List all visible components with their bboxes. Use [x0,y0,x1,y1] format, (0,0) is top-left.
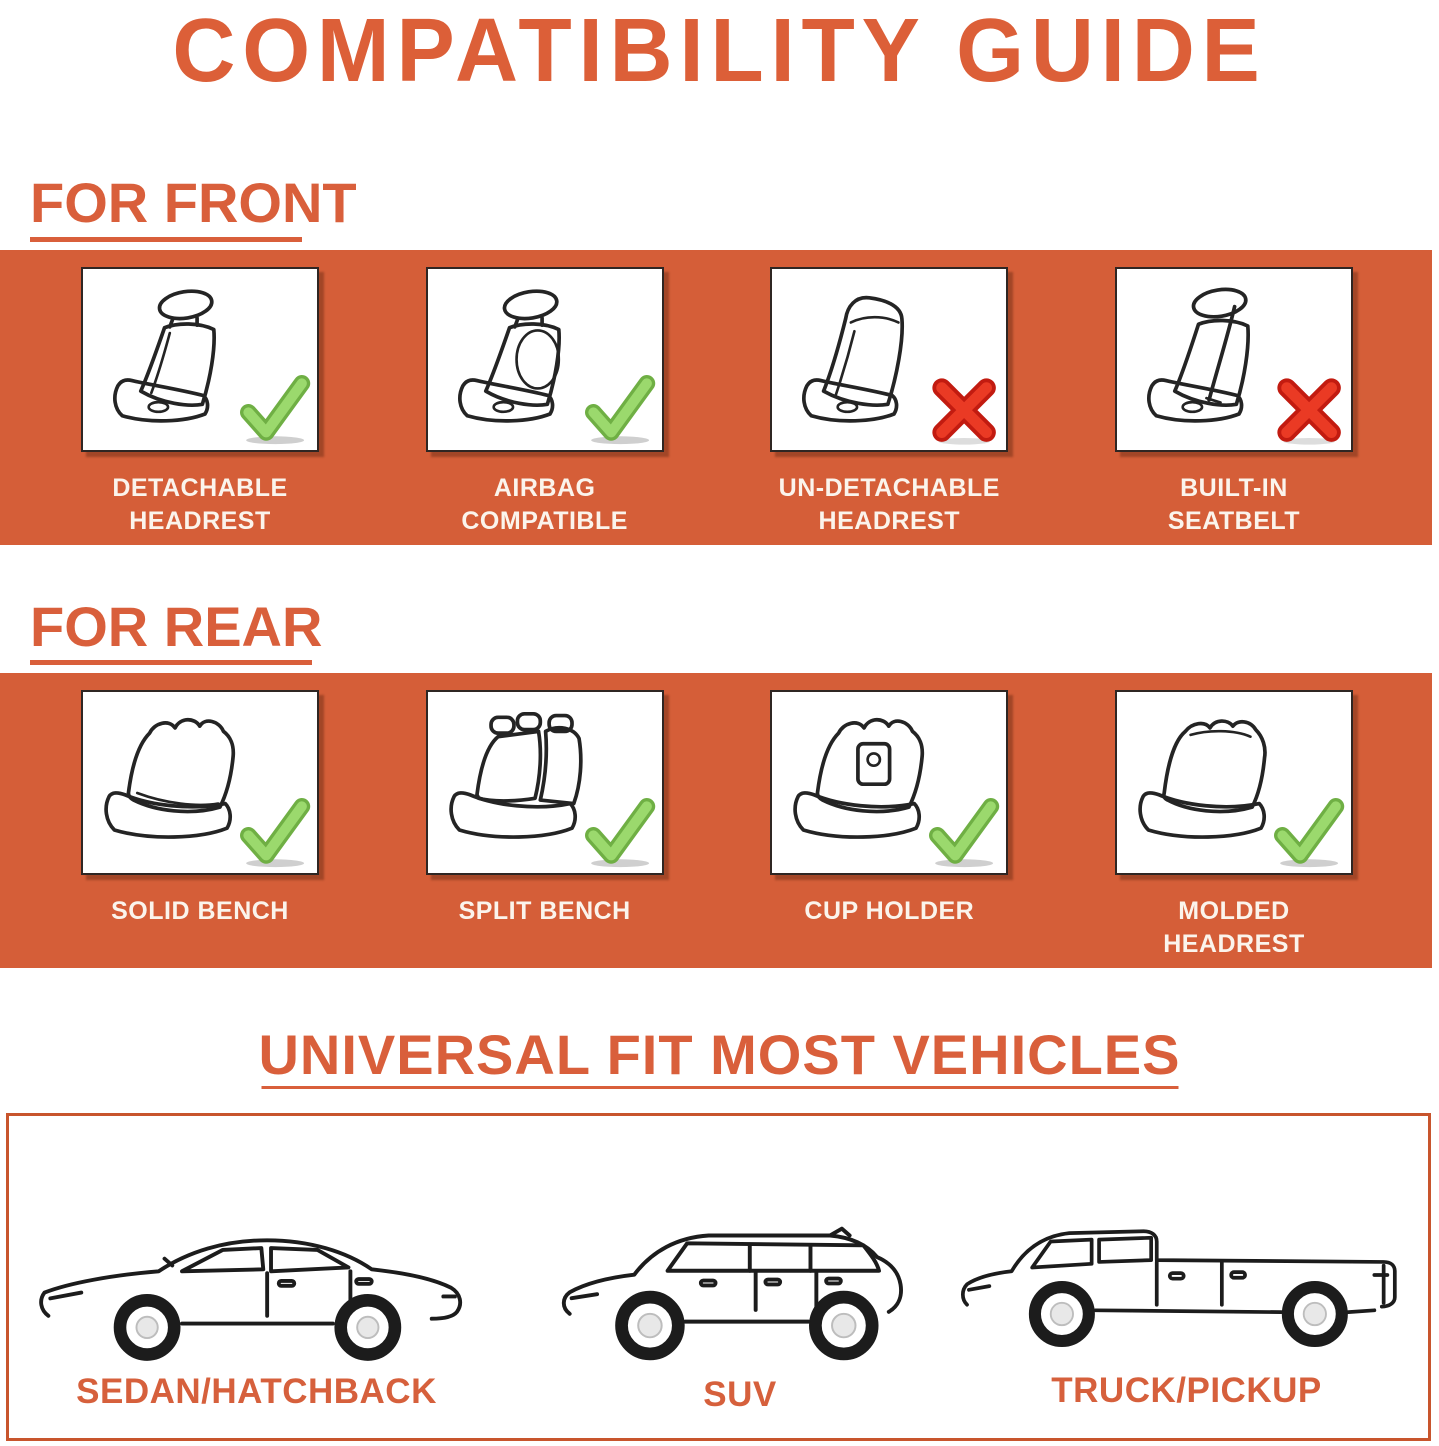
compatibility-item-molded-headrest [1115,690,1353,961]
compatibility-item-split-bench [426,690,664,961]
heading-underline-rear [30,660,312,665]
seat-illustration-card [770,690,1008,875]
heading-underline-front [30,237,302,242]
compatibility-item-cup-holder [770,690,1008,961]
compatibility-item-detachable-headrest [81,267,319,538]
sedan-icon [29,1219,484,1364]
section-heading-universal-fit: UNIVERSAL FIT MOST VEHICLES [258,1023,1181,1086]
seat-illustration-card [426,267,664,452]
seat-illustration-card [426,690,664,875]
vehicle-sedan [29,1219,484,1412]
compatibility-item-undetachable-headrest [770,267,1008,538]
item-label-line2: HEADREST [1163,930,1305,958]
item-label-line1: UN-DETACHABLE [778,474,1000,502]
item-label [770,895,1008,928]
check-icon [580,793,658,871]
item-label [1115,472,1353,538]
check-icon [580,370,658,448]
check-icon [1269,793,1347,871]
check-icon [235,370,313,448]
item-label-line1: AIRBAG [493,474,596,502]
vehicle-label: SEDAN/HATCHBACK [76,1372,437,1412]
seat-illustration-card [81,267,319,452]
item-label-line2: SEATBELT [1167,507,1301,535]
section-heading-front: FOR FRONT [30,171,357,234]
item-label-line1: MOLDED [1178,897,1290,925]
cross-icon [924,370,1002,448]
section-heading-rear: FOR REAR [30,595,323,658]
item-label-line1: SPLIT BENCH [458,897,631,925]
item-label-line2: HEADREST [129,507,271,535]
vehicle-truck [954,1208,1419,1411]
seat-illustration-card [81,690,319,875]
front-compatibility-band [0,250,1432,545]
item-label [1115,895,1353,961]
item-label [770,472,1008,538]
item-label [426,472,664,538]
cross-icon [1269,370,1347,448]
vehicle-label: TRUCK/PICKUP [1051,1370,1322,1410]
item-label-line1: CUP HOLDER [804,897,975,925]
item-label [81,895,319,928]
vehicle-label: SUV [703,1374,777,1414]
item-label-line1: BUILT-IN [1180,474,1288,502]
check-icon [235,793,313,871]
vehicle-types-box [6,1113,1431,1441]
item-label-line2: COMPATIBLE [461,507,628,535]
compatibility-item-built-in-seatbelt [1115,267,1353,538]
page-title: COMPATIBILITY GUIDE [172,1,1267,101]
seat-illustration-card [1115,690,1353,875]
seat-illustration-card [1115,267,1353,452]
vehicle-suv [554,1212,926,1415]
item-label-line1: SOLID BENCH [111,897,289,925]
seat-illustration-card [770,267,1008,452]
suv-icon [554,1212,926,1369]
item-label [426,895,664,928]
item-label-line1: DETACHABLE [112,474,288,502]
compatibility-item-airbag-compatible [426,267,664,538]
check-icon [924,793,1002,871]
heading-underline-universal [261,1086,1178,1089]
compatibility-item-solid-bench [81,690,319,961]
item-label [81,472,319,538]
rear-compatibility-band [0,673,1432,968]
truck-icon [954,1208,1419,1357]
item-label-line2: HEADREST [818,507,961,535]
